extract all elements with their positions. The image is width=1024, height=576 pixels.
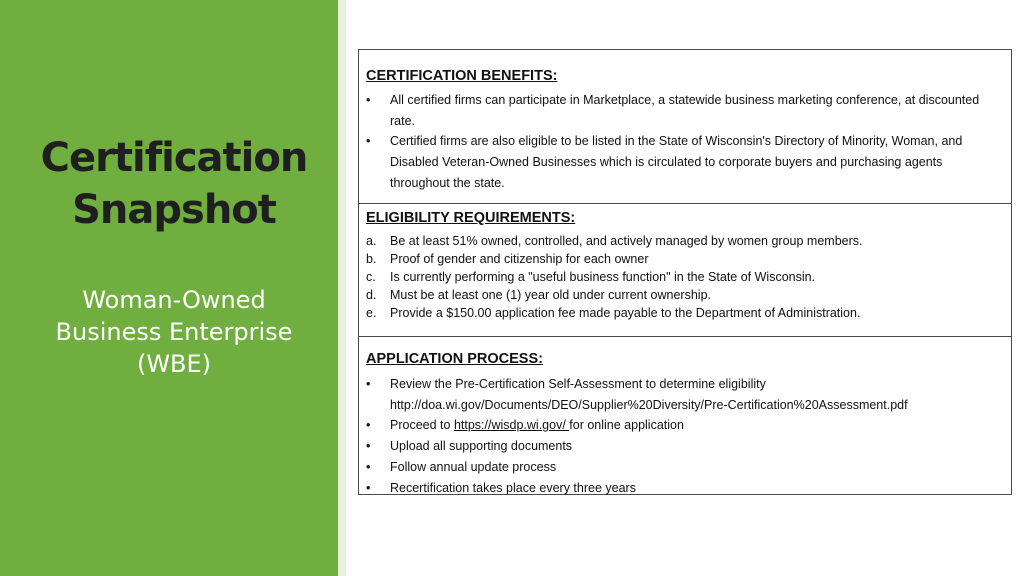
subtitle-line-2: Business Enterprise [55, 318, 293, 346]
subtitle-line-3: (WBE) [136, 350, 212, 378]
eligibility-requirements-section [359, 204, 1011, 337]
assessment-url-link[interactable]: http://doa.wi.gov/Documents/DEO/Supplier%20Diversity/Pre-Certification%20Assessment.pdf [390, 397, 908, 412]
eligibility-list [366, 232, 1003, 322]
eligibility-requirements-heading: ELIGIBILITY REQUIREMENTS: [366, 210, 576, 226]
eligibility-text: Must be at least one (1) year old under current ownership. [390, 288, 712, 302]
process-text: Upload all supporting documents [390, 439, 573, 454]
process-item [366, 374, 1003, 415]
panel-divider-strip [338, 0, 346, 576]
process-item [366, 478, 1003, 499]
title-line-2: Snapshot [72, 187, 276, 233]
eligibility-text: Proof of gender and citizenship for each owner [390, 252, 649, 266]
benefit-text: All certified firms can participate in Marketplace, a statewide business marketing conference, at discounted rate. [390, 93, 980, 128]
process-list [366, 374, 1003, 498]
benefit-item [366, 131, 1003, 193]
application-process-section [359, 337, 1011, 494]
wisdp-link[interactable]: https://wisdp.wi.gov/ [453, 418, 570, 433]
list-marker: b. [366, 252, 377, 266]
list-marker: a. [366, 234, 377, 248]
process-item [366, 415, 1003, 436]
slide-subtitle [20, 284, 328, 380]
benefits-list [366, 90, 1003, 194]
bullet-icon: • [366, 480, 371, 495]
bullet-icon: • [366, 439, 371, 454]
subtitle-line-1: Woman-Owned [82, 286, 266, 314]
certification-benefits-section [359, 50, 1011, 204]
eligibility-item [366, 232, 1003, 250]
eligibility-text: Provide a $150.00 application fee made payable to the Department of Administration. [390, 306, 861, 320]
certification-benefits-heading: CERTIFICATION BENEFITS: [366, 68, 558, 84]
bullet-icon: • [366, 459, 371, 474]
eligibility-item [366, 304, 1003, 322]
application-process-heading: APPLICATION PROCESS: [366, 351, 543, 367]
benefit-item [366, 90, 1003, 131]
list-marker: d. [366, 288, 377, 302]
process-text: Recertification takes place every three years [390, 480, 636, 495]
title-line-1: Certification [40, 135, 308, 181]
bullet-icon: • [366, 93, 371, 107]
left-panel [0, 0, 338, 576]
process-text-suffix: for online application [569, 418, 684, 433]
benefit-text: Certified firms are also eligible to be listed in the State of Wisconsin's Directory of Minority, Woman, and Disabled Veteran-Owned Businesses which is circulated to corporate buyers and purchasing agents throughout the state. [390, 134, 963, 190]
process-item [366, 457, 1003, 478]
process-text-prefix: Proceed to [390, 418, 454, 433]
process-item [366, 436, 1003, 457]
bullet-icon: • [366, 377, 371, 391]
process-text: Review the Pre-Certification Self-Assessment to determine eligibility [390, 377, 766, 391]
eligibility-item [366, 268, 1003, 286]
eligibility-text: Is currently performing a "useful business function" in the State of Wisconsin. [390, 270, 816, 284]
eligibility-text: Be at least 51% owned, controlled, and actively managed by women group members. [390, 234, 863, 248]
bullet-icon: • [366, 134, 371, 149]
eligibility-item [366, 250, 1003, 268]
slide-title [20, 132, 328, 236]
process-text: Follow annual update process [390, 459, 557, 474]
eligibility-item [366, 286, 1003, 304]
list-marker: e. [366, 306, 377, 320]
certification-table [358, 49, 1012, 495]
bullet-icon: • [366, 418, 371, 433]
list-marker: c. [366, 270, 376, 284]
